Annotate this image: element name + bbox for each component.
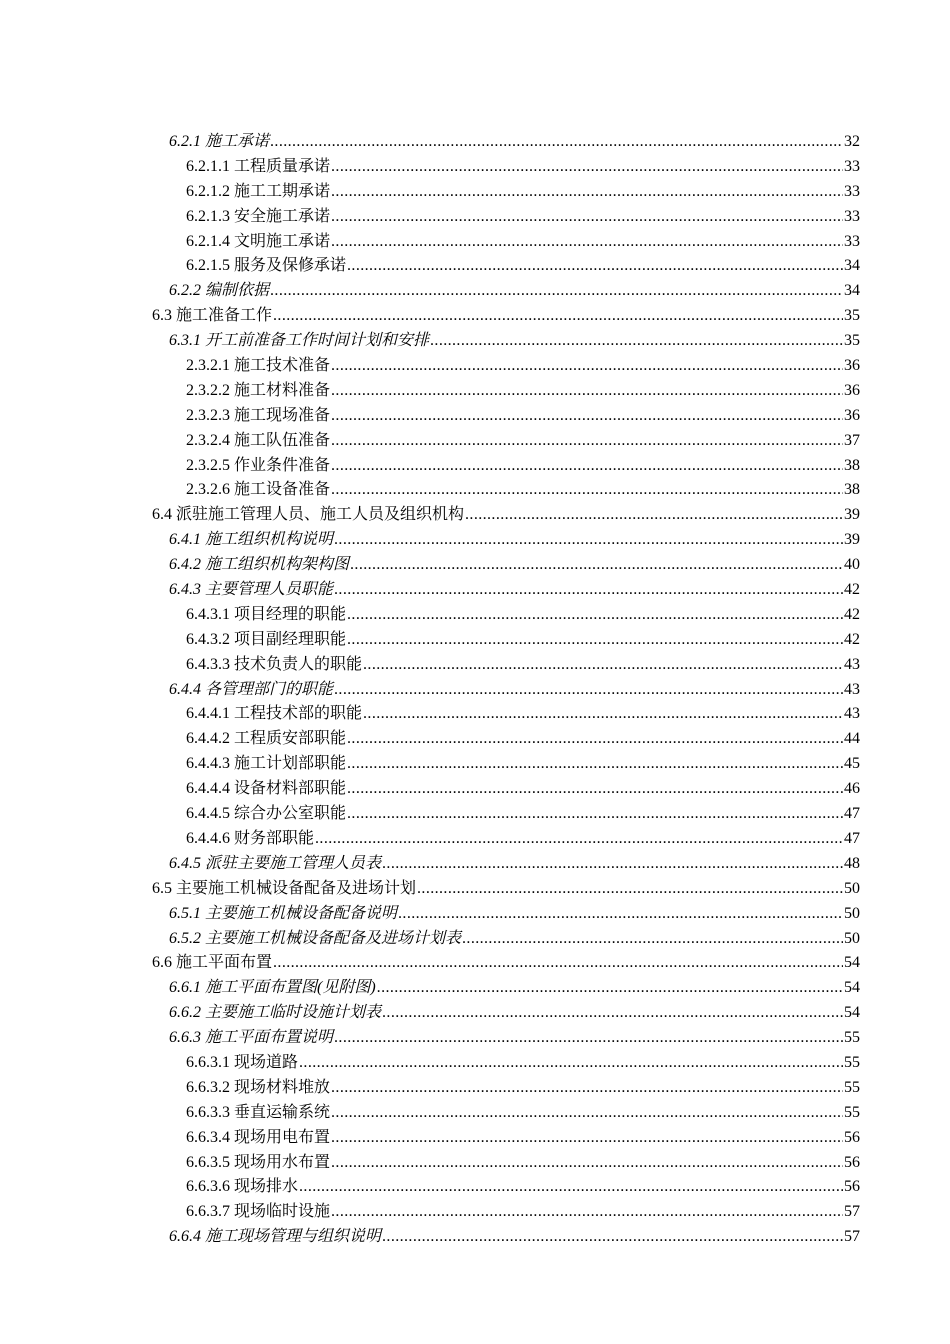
toc-page-number: 54 bbox=[844, 954, 860, 972]
toc-entry[interactable] bbox=[152, 578, 860, 603]
toc-dot-leader bbox=[331, 429, 843, 454]
toc-entry[interactable] bbox=[152, 653, 860, 678]
toc-entry[interactable] bbox=[152, 1001, 860, 1026]
toc-page-number: 56 bbox=[844, 1153, 860, 1171]
toc-entry[interactable] bbox=[152, 678, 860, 703]
toc-dot-leader bbox=[382, 852, 843, 877]
toc-dot-leader bbox=[331, 404, 843, 429]
toc-dot-leader bbox=[462, 927, 843, 952]
toc-page-number: 45 bbox=[844, 755, 860, 773]
toc-entry[interactable] bbox=[152, 877, 860, 902]
toc-entry-title: 6.5.1 主要施工机械设备配备说明 bbox=[169, 904, 398, 922]
toc-dot-leader bbox=[331, 478, 843, 503]
toc-entry[interactable] bbox=[152, 379, 860, 404]
toc-page-number: 38 bbox=[844, 481, 860, 499]
toc-entry-title: 6.6.3.5 现场用水布置 bbox=[186, 1153, 331, 1171]
toc-dot-leader bbox=[331, 205, 843, 230]
toc-dot-leader bbox=[382, 1225, 843, 1250]
toc-entry-title: 6.4.3.3 技术负责人的职能 bbox=[186, 655, 363, 673]
toc-page-number: 46 bbox=[844, 780, 860, 798]
toc-dot-leader bbox=[430, 329, 843, 354]
toc-entry[interactable] bbox=[152, 777, 860, 802]
toc-dot-leader bbox=[334, 578, 843, 603]
toc-page-number: 35 bbox=[844, 307, 860, 325]
toc-page-number: 55 bbox=[844, 1053, 860, 1071]
toc-entry[interactable] bbox=[152, 603, 860, 628]
toc-page-number: 36 bbox=[844, 406, 860, 424]
toc-entry[interactable] bbox=[152, 951, 860, 976]
table-of-contents bbox=[152, 130, 860, 1250]
toc-dot-leader bbox=[273, 951, 843, 976]
toc-entry-title: 6.2.1.3 安全施工承诺 bbox=[186, 207, 331, 225]
toc-page-number: 56 bbox=[844, 1128, 860, 1146]
toc-entry-title: 2.3.2.6 施工设备准备 bbox=[186, 481, 331, 499]
toc-entry-title: 6.2.1.1 工程质量承诺 bbox=[186, 157, 331, 175]
toc-dot-leader bbox=[331, 1151, 843, 1176]
toc-page-number: 42 bbox=[844, 581, 860, 599]
toc-page-number: 56 bbox=[844, 1178, 860, 1196]
toc-page-number: 33 bbox=[844, 232, 860, 250]
toc-page-number: 55 bbox=[844, 1103, 860, 1121]
toc-page-number: 43 bbox=[844, 705, 860, 723]
toc-page-number: 36 bbox=[844, 357, 860, 375]
toc-entry-title: 6.4.1 施工组织机构说明 bbox=[169, 531, 334, 549]
toc-entry-title: 6.4.2 施工组织机构架构图 bbox=[169, 556, 350, 574]
toc-page-number: 54 bbox=[844, 1004, 860, 1022]
toc-page-number: 40 bbox=[844, 556, 860, 574]
toc-entry[interactable] bbox=[152, 230, 860, 255]
toc-page-number: 39 bbox=[844, 506, 860, 524]
toc-entry[interactable] bbox=[152, 155, 860, 180]
toc-entry-title: 6.4.4.4 设备材料部职能 bbox=[186, 780, 347, 798]
toc-dot-leader bbox=[331, 454, 843, 479]
toc-entry[interactable] bbox=[152, 205, 860, 230]
toc-entry[interactable] bbox=[152, 478, 860, 503]
toc-page-number: 50 bbox=[844, 929, 860, 947]
toc-page-number: 42 bbox=[844, 630, 860, 648]
toc-dot-leader bbox=[334, 528, 843, 553]
toc-dot-leader bbox=[347, 777, 843, 802]
toc-dot-leader bbox=[331, 1200, 843, 1225]
toc-page-number: 35 bbox=[844, 332, 860, 350]
toc-dot-leader bbox=[347, 603, 843, 628]
toc-entry-title: 6.4.4.5 综合办公室职能 bbox=[186, 805, 347, 823]
toc-entry-title: 6.6.3.3 垂直运输系统 bbox=[186, 1103, 331, 1121]
toc-entry[interactable] bbox=[152, 852, 860, 877]
toc-dot-leader bbox=[299, 1051, 843, 1076]
toc-entry[interactable] bbox=[152, 553, 860, 578]
toc-dot-leader bbox=[347, 628, 843, 653]
toc-entry[interactable] bbox=[152, 628, 860, 653]
toc-entry[interactable] bbox=[152, 1225, 860, 1250]
toc-entry[interactable] bbox=[152, 1026, 860, 1051]
toc-entry[interactable] bbox=[152, 1175, 860, 1200]
toc-page-number: 43 bbox=[844, 680, 860, 698]
toc-dot-leader bbox=[270, 130, 843, 155]
toc-entry[interactable] bbox=[152, 1051, 860, 1076]
toc-page-number: 37 bbox=[844, 431, 860, 449]
toc-dot-leader bbox=[382, 1001, 843, 1026]
toc-entry-title: 6.3.1 开工前准备工作时间计划和安排 bbox=[169, 332, 430, 350]
toc-page-number: 50 bbox=[844, 879, 860, 897]
toc-entry-title: 6.6.3.1 现场道路 bbox=[186, 1053, 299, 1071]
toc-page-number: 36 bbox=[844, 381, 860, 399]
toc-dot-leader bbox=[331, 1101, 843, 1126]
toc-entry-title: 6.5 主要施工机械设备配备及进场计划 bbox=[152, 879, 417, 897]
toc-entry[interactable] bbox=[152, 1126, 860, 1151]
toc-entry[interactable] bbox=[152, 254, 860, 279]
toc-page-number: 50 bbox=[844, 904, 860, 922]
toc-entry[interactable] bbox=[152, 130, 860, 155]
toc-entry[interactable] bbox=[152, 827, 860, 852]
toc-entry-title: 2.3.2.4 施工队伍准备 bbox=[186, 431, 331, 449]
toc-dot-leader bbox=[398, 902, 843, 927]
toc-entry-title: 6.6.3 施工平面布置说明 bbox=[169, 1029, 334, 1047]
toc-entry-title: 2.3.2.1 施工技术准备 bbox=[186, 357, 331, 375]
toc-dot-leader bbox=[331, 1076, 843, 1101]
toc-entry-title: 2.3.2.2 施工材料准备 bbox=[186, 381, 331, 399]
toc-page-number: 39 bbox=[844, 531, 860, 549]
toc-entry-title: 2.3.2.5 作业条件准备 bbox=[186, 456, 331, 474]
toc-page-number: 55 bbox=[844, 1078, 860, 1096]
toc-entry[interactable] bbox=[152, 1151, 860, 1176]
toc-page-number: 44 bbox=[844, 730, 860, 748]
toc-entry[interactable] bbox=[152, 503, 860, 528]
toc-dot-leader bbox=[350, 553, 843, 578]
toc-entry[interactable] bbox=[152, 404, 860, 429]
toc-dot-leader bbox=[334, 678, 843, 703]
toc-page-number: 54 bbox=[844, 979, 860, 997]
toc-entry[interactable] bbox=[152, 304, 860, 329]
toc-entry[interactable] bbox=[152, 927, 860, 952]
toc-dot-leader bbox=[347, 802, 843, 827]
toc-entry[interactable] bbox=[152, 902, 860, 927]
toc-entry[interactable] bbox=[152, 354, 860, 379]
toc-entry-title: 6.5.2 主要施工机械设备配备及进场计划表 bbox=[169, 929, 462, 947]
toc-entry-title: 6.3 施工准备工作 bbox=[152, 307, 273, 325]
toc-entry-title: 6.6.2 主要施工临时设施计划表 bbox=[169, 1004, 382, 1022]
toc-page-number: 42 bbox=[844, 605, 860, 623]
toc-page-number: 47 bbox=[844, 805, 860, 823]
toc-entry[interactable] bbox=[152, 279, 860, 304]
toc-page-number: 33 bbox=[844, 182, 860, 200]
toc-entry[interactable] bbox=[152, 528, 860, 553]
toc-entry-title: 6.2.1.5 服务及保修承诺 bbox=[186, 257, 347, 275]
toc-dot-leader bbox=[347, 254, 843, 279]
toc-entry-title: 6.4.4.3 施工计划部职能 bbox=[186, 755, 347, 773]
toc-entry-title: 6.4.4.2 工程质安部职能 bbox=[186, 730, 347, 748]
toc-dot-leader bbox=[377, 976, 843, 1001]
toc-entry-title: 6.4.3 主要管理人员职能 bbox=[169, 581, 334, 599]
toc-page-number: 34 bbox=[844, 257, 860, 275]
toc-page-number: 33 bbox=[844, 207, 860, 225]
toc-entry-title: 6.4.3.1 项目经理的职能 bbox=[186, 605, 347, 623]
toc-entry[interactable] bbox=[152, 329, 860, 354]
toc-entry-title: 6.6.3.7 现场临时设施 bbox=[186, 1203, 331, 1221]
toc-entry-title: 6.4.5 派驻主要施工管理人员表 bbox=[169, 854, 382, 872]
toc-page-number: 47 bbox=[844, 829, 860, 847]
toc-page-number: 33 bbox=[844, 157, 860, 175]
toc-dot-leader bbox=[299, 1175, 843, 1200]
toc-entry[interactable] bbox=[152, 727, 860, 752]
toc-entry-title: 6.2.1.4 文明施工承诺 bbox=[186, 232, 331, 250]
toc-dot-leader bbox=[331, 180, 843, 205]
toc-entry[interactable] bbox=[152, 1101, 860, 1126]
toc-entry[interactable] bbox=[152, 1076, 860, 1101]
toc-page-number: 32 bbox=[844, 133, 860, 150]
toc-entry-title: 6.4.4 各管理部门的职能 bbox=[169, 680, 334, 698]
toc-entry[interactable] bbox=[152, 180, 860, 205]
toc-entry[interactable] bbox=[152, 454, 860, 479]
toc-dot-leader bbox=[331, 354, 843, 379]
toc-dot-leader bbox=[347, 752, 843, 777]
toc-entry-title: 6.4.4.6 财务部职能 bbox=[186, 829, 315, 847]
toc-entry[interactable] bbox=[152, 702, 860, 727]
toc-entry[interactable] bbox=[152, 976, 860, 1001]
toc-dot-leader bbox=[331, 230, 843, 255]
toc-dot-leader bbox=[331, 379, 843, 404]
toc-entry-title: 6.6.1 施工平面布置图(见附图) bbox=[169, 979, 376, 997]
toc-dot-leader bbox=[273, 304, 843, 329]
toc-entry-title: 6.2.1 施工承诺 bbox=[169, 133, 270, 150]
toc-dot-leader bbox=[465, 503, 843, 528]
toc-page-number: 57 bbox=[844, 1203, 860, 1221]
toc-page-number: 48 bbox=[844, 854, 860, 872]
toc-dot-leader bbox=[363, 653, 843, 678]
toc-page-number: 38 bbox=[844, 456, 860, 474]
toc-entry-title: 6.4.3.2 项目副经理职能 bbox=[186, 630, 347, 648]
toc-entry[interactable] bbox=[152, 429, 860, 454]
toc-entry-title: 6.6.3.2 现场材料堆放 bbox=[186, 1078, 331, 1096]
toc-dot-leader bbox=[315, 827, 843, 852]
toc-entry-title: 6.6 施工平面布置 bbox=[152, 954, 273, 972]
toc-dot-leader bbox=[347, 727, 843, 752]
toc-entry-title: 6.2.2 编制依据 bbox=[169, 282, 270, 300]
toc-dot-leader bbox=[417, 877, 843, 902]
toc-entry-title: 6.6.3.4 现场用电布置 bbox=[186, 1128, 331, 1146]
toc-entry[interactable] bbox=[152, 752, 860, 777]
toc-entry-title: 2.3.2.3 施工现场准备 bbox=[186, 406, 331, 424]
toc-dot-leader bbox=[270, 279, 843, 304]
toc-entry-title: 6.6.4 施工现场管理与组织说明 bbox=[169, 1228, 382, 1246]
toc-page-number: 55 bbox=[844, 1029, 860, 1047]
toc-page-number: 43 bbox=[844, 655, 860, 673]
toc-entry[interactable] bbox=[152, 1200, 860, 1225]
toc-entry-title: 6.4 派驻施工管理人员、施工人员及组织机构 bbox=[152, 506, 465, 524]
toc-entry-title: 6.2.1.2 施工工期承诺 bbox=[186, 182, 331, 200]
toc-entry-title: 6.4.4.1 工程技术部的职能 bbox=[186, 705, 363, 723]
toc-dot-leader bbox=[331, 155, 843, 180]
toc-dot-leader bbox=[334, 1026, 843, 1051]
toc-dot-leader bbox=[331, 1126, 843, 1151]
toc-entry[interactable] bbox=[152, 802, 860, 827]
toc-entry-title: 6.6.3.6 现场排水 bbox=[186, 1178, 299, 1196]
toc-page-number: 34 bbox=[844, 282, 860, 300]
toc-page-number: 57 bbox=[844, 1228, 860, 1246]
toc-dot-leader bbox=[363, 702, 843, 727]
